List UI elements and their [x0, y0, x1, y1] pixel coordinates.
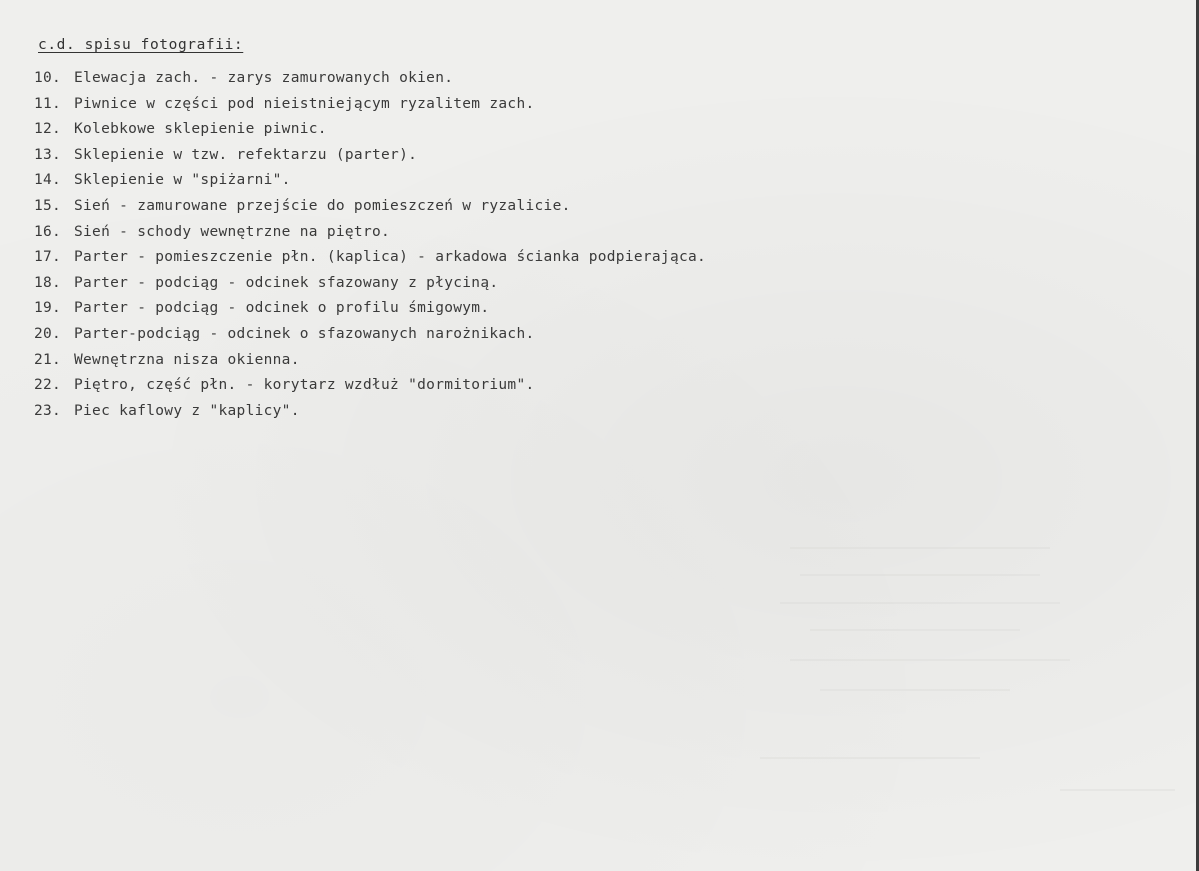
- item-number: 14.: [34, 172, 62, 189]
- item-text: Piwnice w części pod nieistniejącym ryzalitem zach.: [74, 95, 535, 112]
- list-item: [34, 92, 706, 118]
- item-number: 10.: [34, 70, 62, 86]
- item-text: Parter - podciąg - odcinek sfazowany z płyciną.: [74, 274, 499, 291]
- photo-list: [34, 66, 706, 424]
- list-item: [34, 117, 706, 143]
- item-number: 13.: [34, 146, 62, 163]
- item-number: 20.: [34, 325, 62, 342]
- item-text: Sień - schody wewnętrzne na piętro.: [74, 223, 391, 240]
- item-number: 15.: [34, 197, 62, 214]
- list-item: [34, 168, 706, 194]
- item-number: 12.: [34, 121, 62, 138]
- list-item: [34, 399, 706, 425]
- item-number: 19.: [34, 300, 62, 317]
- item-number: 16.: [34, 223, 62, 240]
- list-item: [34, 296, 706, 322]
- item-text: Piec kaflowy z "kaplicy".: [74, 402, 300, 419]
- list-item: [34, 194, 706, 220]
- item-number: 23.: [34, 402, 62, 419]
- item-number: 18.: [34, 274, 62, 291]
- item-text: Parter - podciąg - odcinek o profilu śmigowym.: [74, 300, 490, 317]
- list-heading: c.d. spisu fotografii:: [38, 37, 244, 53]
- list-item: [34, 373, 706, 399]
- list-item: [34, 348, 706, 374]
- item-text: Sień - zamurowane przejście do pomieszczeń w ryzalicie.: [74, 197, 571, 214]
- item-text: Sklepienie w tzw. refektarzu (parter).: [74, 146, 418, 163]
- item-number: 11.: [34, 95, 62, 112]
- list-item: [34, 66, 706, 92]
- item-text: Wewnętrzna nisza okienna.: [74, 351, 300, 368]
- list-item: [34, 322, 706, 348]
- item-text: Parter-podciąg - odcinek o sfazowanych narożnikach.: [74, 325, 535, 342]
- item-text: Sklepienie w "spiżarni".: [74, 172, 291, 189]
- item-number: 17.: [34, 249, 62, 266]
- list-item: [34, 143, 706, 169]
- item-text: Parter - pomieszczenie płn. (kaplica) - arkadowa ścianka podpierająca.: [74, 249, 707, 266]
- list-item: [34, 245, 706, 271]
- list-item: [34, 271, 706, 297]
- item-number: 22.: [34, 377, 62, 394]
- item-number: 21.: [34, 351, 62, 368]
- list-item: [34, 220, 706, 246]
- item-text: Piętro, część płn. - korytarz wzdłuż "dormitorium".: [74, 377, 535, 394]
- item-text: Elewacja zach. - zarys zamurowanych okien.: [74, 70, 454, 86]
- item-text: Kolebkowe sklepienie piwnic.: [74, 121, 327, 138]
